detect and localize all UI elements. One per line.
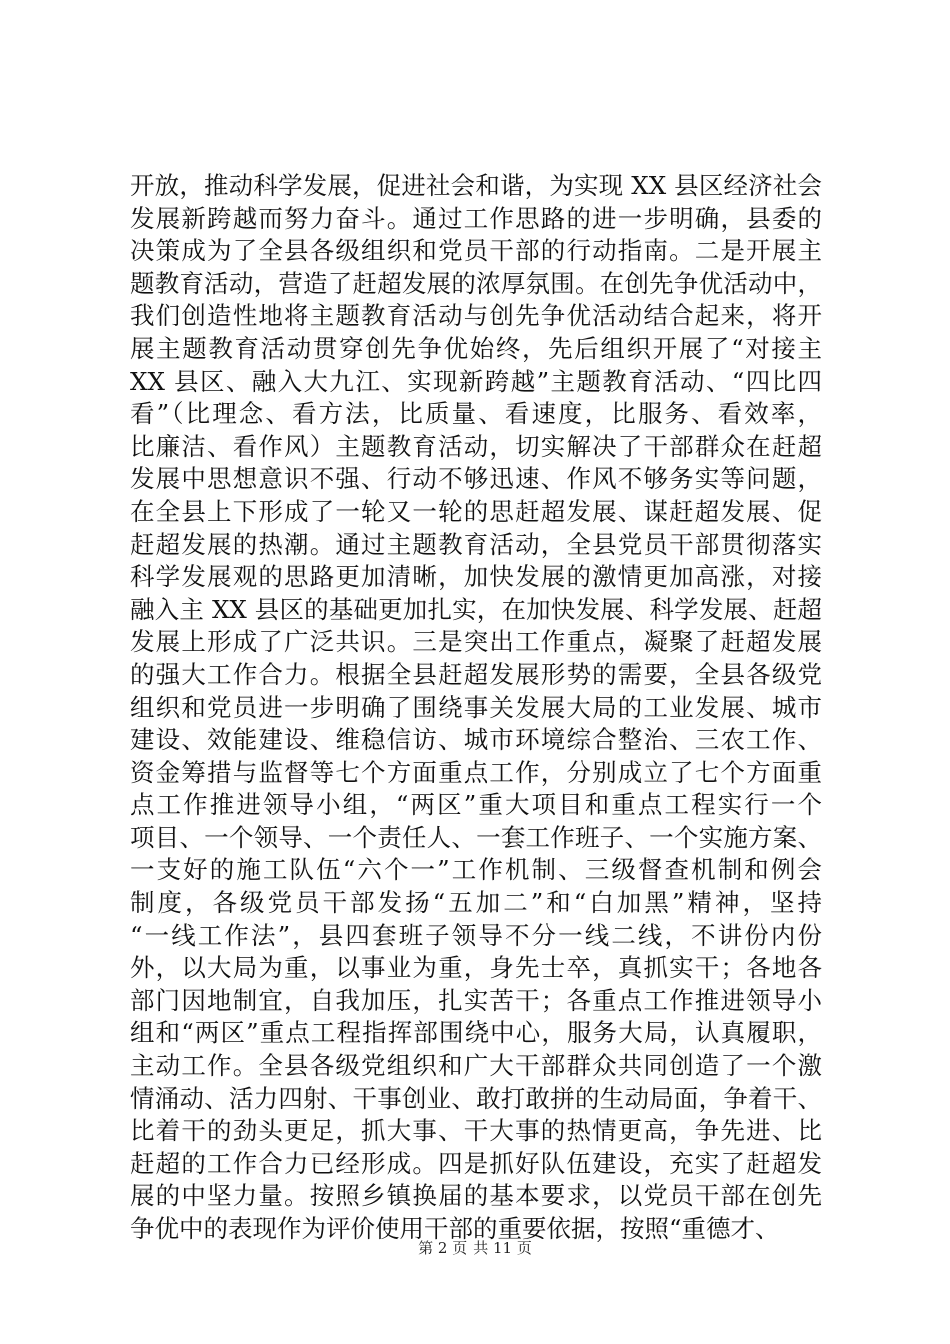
text-line: 赶超的工作合力已经形成。四是抓好队伍建设，充实了赶超发: [130, 1148, 822, 1178]
text-line: “一线工作法”，县四套班子领导不分一线二线，不讲份内份: [130, 920, 822, 950]
text-line: 赶超发展的热潮。通过主题教育活动，全县党员干部贯彻落实: [130, 529, 822, 559]
page-number: 第 2 页: [418, 1239, 468, 1257]
text-line: 决策成为了全县各级组织和党员干部的行动指南。二是开展主: [130, 236, 822, 266]
text-line: 发展上形成了广泛共识。三是突出工作重点，凝聚了赶超发展: [130, 627, 822, 657]
text-line: 一支好的施工队伍“六个一”工作机制、三级督查机制和例会: [130, 855, 822, 885]
text-line: 项目、一个领导、一个责任人、一套工作班子、一个实施方案、: [130, 822, 822, 852]
text-line: 我们创造性地将主题教育活动与创先争优活动结合起来，将开: [130, 301, 822, 331]
text-line: 组织和党员进一步明确了围绕事关发展大局的工业发展、城市: [130, 692, 822, 722]
text-line: 比着干的劲头更足，抓大事、干大事的热情更高，争先进、比: [130, 1116, 822, 1146]
text-line: 资金筹措与监督等七个方面重点工作，分别成立了七个方面重: [130, 757, 822, 787]
text-line: 建设、效能建设、维稳信访、城市环境综合整治、三农工作、: [130, 725, 822, 755]
text-line: 外，以大局为重，以事业为重，身先士卒，真抓实干；各地各: [130, 953, 822, 983]
text-line: 展的中坚力量。按照乡镇换届的基本要求，以党员干部在创先: [130, 1181, 822, 1211]
text-line: 题教育活动，营造了赶超发展的浓厚氛围。在创先争优活动中，: [130, 268, 822, 298]
text-line: 融入主 XX 县区的基础更加扎实，在加快发展、科学发展、赶超: [130, 594, 822, 624]
text-line: 看”（比理念、看方法，比质量、看速度，比服务、看效率，: [130, 399, 822, 429]
text-line: 科学发展观的思路更加清晰，加快发展的激情更加高涨，对接: [130, 562, 822, 592]
text-line: 主动工作。全县各级党组织和广大干部群众共同创造了一个激: [130, 1051, 822, 1081]
text-line: XX 县区、融入大九江、实现新跨越”主题教育活动、“四比四: [130, 366, 822, 396]
text-line: 组和“两区”重点工程指挥部围绕中心，服务大局，认真履职，: [130, 1018, 822, 1048]
body-text: [130, 170, 822, 1246]
text-line: 开放，推动科学发展，促进社会和谐，为实现 XX 县区经济社会: [130, 171, 822, 200]
text-line: 发展新跨越而努力奋斗。通过工作思路的进一步明确，县委的: [130, 203, 822, 233]
page-footer: [0, 1237, 950, 1258]
text-line: 在全县上下形成了一轮又一轮的思赶超发展、谋赶超发展、促: [130, 496, 822, 526]
text-line: 争优中的表现作为评价使用干部的重要依据，按照“重德才、: [130, 1214, 780, 1243]
text-line: 的强大工作合力。根据全县赶超发展形势的需要，全县各级党: [130, 659, 822, 689]
text-line: 部门因地制宜，自我加压，扎实苦干；各重点工作推进领导小: [130, 985, 822, 1015]
page-total: 共 11 页: [473, 1239, 532, 1257]
text-line: 情涌动、活力四射、干事创业、敢打敢拼的生动局面，争着干、: [130, 1083, 822, 1113]
text-line: 展主题教育活动贯穿创先争优始终，先后组织开展了“对接主: [130, 333, 822, 363]
text-line: 点工作推进领导小组，“两区”重大项目和重点工程实行一个: [130, 790, 822, 820]
text-line: 发展中思想意识不强、行动不够迅速、作风不够务实等问题，: [130, 464, 822, 494]
text-line: 比廉洁、看作风）主题教育活动，切实解决了干部群众在赶超: [130, 431, 822, 461]
text-line: 制度，各级党员干部发扬“五加二”和“白加黑”精神，坚持: [130, 888, 822, 918]
